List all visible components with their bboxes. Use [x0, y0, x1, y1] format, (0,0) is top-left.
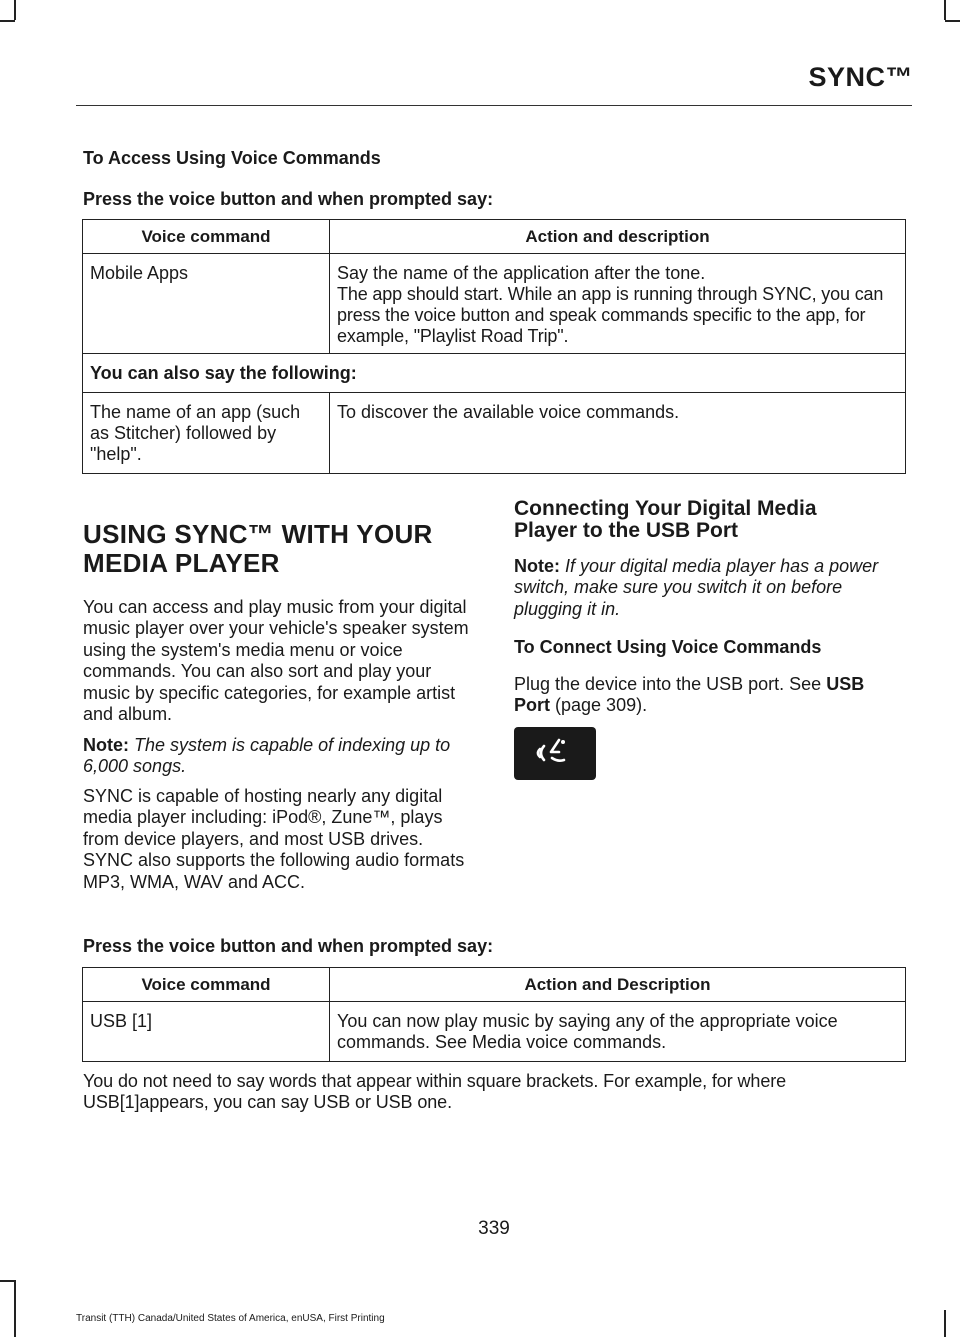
voice-commands-heading: To Access Using Voice Commands	[83, 148, 381, 168]
media-player-section-title: USING SYNC™ WITH YOUR MEDIA PLAYER	[83, 519, 433, 578]
usb-port-link[interactable]: USB Port	[514, 674, 865, 716]
voice-prompt-text: Press the voice button and when prompted say:	[83, 189, 494, 209]
plug-device-paragraph	[514, 674, 894, 717]
table-header-cell: Voice command	[83, 220, 330, 254]
table-header-row	[83, 968, 906, 1002]
connect-voice-heading: To Connect Using Voice Commands	[514, 637, 822, 657]
note-text: The system is capable of indexing up to 6,000 songs.	[83, 735, 451, 777]
crop-mark	[944, 1310, 946, 1337]
power-switch-note	[514, 556, 896, 620]
crop-mark	[14, 0, 16, 20]
voice-prompt-text: Press the voice button and when prompted say:	[83, 936, 494, 956]
plug-text: Plug the device into the USB port. See	[514, 674, 822, 694]
table-row	[83, 393, 906, 474]
indexing-note	[83, 735, 475, 778]
usb-connect-title: Connecting Your Digital Media Player to the USB Port	[514, 497, 817, 542]
note-text: If your digital media player has a power switch, make sure you switch it on before plugging it in.	[514, 556, 879, 619]
voice-button-icon	[514, 727, 596, 780]
page-header-title: SYNC™	[808, 62, 913, 92]
note-label: Note:	[83, 735, 129, 755]
action-line: Say the name of the application after the tone.	[337, 263, 706, 283]
table-cell-command: USB [1]	[83, 1002, 330, 1062]
voice-button-icon	[514, 727, 596, 780]
crop-mark	[0, 1280, 15, 1282]
media-intro-paragraph: You can access and play music from your digital music player over your vehicle's speaker system using the system's media menu or voice commands. You can also sort and play your music by specific categories, for example artist and album.	[83, 597, 469, 725]
usb-command-table	[82, 967, 906, 1062]
table-row	[83, 254, 906, 354]
table-header-cell: Action and description	[330, 220, 906, 254]
table-header-cell: Action and Description	[330, 968, 906, 1002]
supported-players-paragraph: SYNC is capable of hosting nearly any digital media player including: iPod®, Zune™, plays from device players, and most USB drives. SYNC also supports the following audio formats MP3, WMA, WAV and ACC.	[83, 786, 465, 892]
page-number: 339	[478, 1218, 510, 1239]
table-cell-action	[330, 254, 906, 354]
print-footer: Transit (TTH) Canada/United States of America, enUSA, First Printing	[76, 1313, 385, 1324]
table-header-row	[83, 220, 906, 254]
crop-mark	[0, 20, 15, 22]
crop-mark	[944, 0, 946, 20]
action-line: The app should start. While an app is running through SYNC, you can press the voice button and speak commands specific to the app, for example, "Playlist Road Trip".	[337, 284, 884, 346]
crop-mark	[945, 20, 960, 22]
table-cell-full: You can also say the following:	[83, 354, 906, 393]
table-cell-action: You can now play music by saying any of the appropriate voice commands. See Media voice commands.	[330, 1002, 906, 1062]
crop-mark	[14, 1280, 16, 1337]
table-cell-command: The name of an app (such as Stitcher) followed by "help".	[83, 393, 330, 474]
page-ref: (page 309).	[555, 695, 648, 716]
table-row	[83, 354, 906, 393]
table-cell-action: To discover the available voice commands.	[330, 393, 906, 474]
note-label: Note:	[514, 556, 560, 576]
table-header-cell: Voice command	[83, 968, 330, 1002]
square-brackets-note: You do not need to say words that appear within square brackets. For example, for where USB[1]appears, you can say USB or USB one.	[83, 1071, 787, 1113]
header-divider	[76, 105, 912, 106]
voice-command-table	[82, 219, 906, 474]
table-row	[83, 1002, 906, 1062]
table-cell-command: Mobile Apps	[83, 254, 330, 354]
